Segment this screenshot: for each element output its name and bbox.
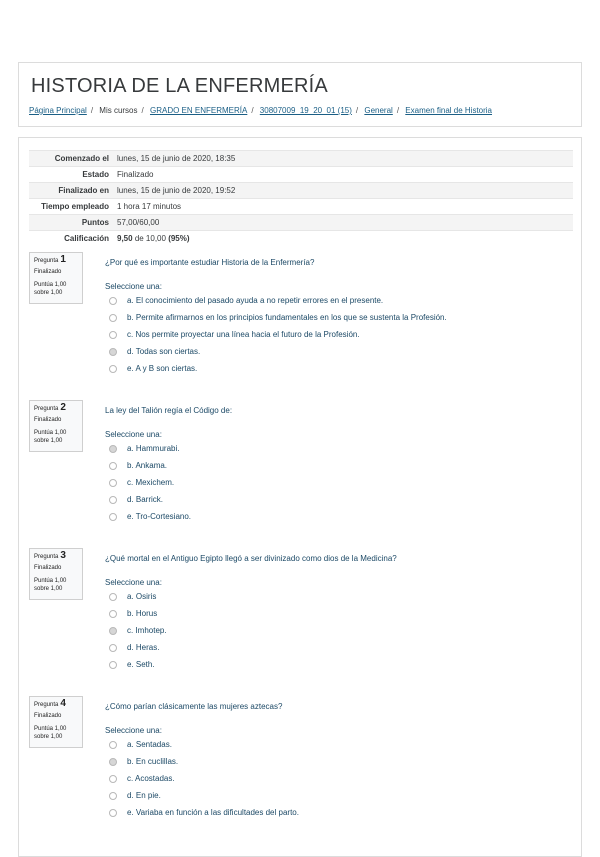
question-state: Finalizado [34,565,62,571]
question-info [29,400,83,452]
summary-label: Finalizado en [58,186,109,195]
summary-value: lunes, 15 de junio de 2020, 18:35 [117,154,236,163]
radio-button[interactable] [109,314,117,322]
question-score: Puntúa 1,00 [34,726,67,732]
radio-button[interactable] [109,445,117,453]
breadcrumb-general-link[interactable]: General [364,106,393,115]
summary-row-time [29,199,573,215]
question-score: Puntúa 1,00 [34,430,67,436]
question-label: Pregunta [34,702,59,708]
summary-label: Tiempo empleado [41,202,109,211]
radio-button[interactable] [109,348,117,356]
breadcrumb-home-link[interactable]: Página Principal [29,106,87,115]
summary-label: Estado [82,170,109,179]
radio-button[interactable] [109,462,117,470]
summary-value: 57,00/60,00 [117,218,160,227]
radio-button[interactable] [109,627,117,635]
radio-button[interactable] [109,297,117,305]
select-prompt: Seleccione una: [105,282,162,291]
question-number: 2 [60,402,66,413]
breadcrumb-degree-link[interactable]: GRADO EN ENFERMERÍA [149,106,248,115]
page-title: HISTORIA DE LA ENFERMERÍA [31,75,328,97]
quiz-review: Comenzado el lunes, 15 de junio de 2020, 18:35 Estado Finalizado Finalizado en lunes, 15 de junio de 2020, 19:52 Tiempo empleado 1 hora 17 minutos Puntos 57,00/60,00 Calificación 9,50 de 10,00 (95%) Pregunta 1 Finalizado Puntúa 1,00 sobre 1,00 ¿Por qué es importante estudiar Historia de la Enfermería? Seleccione una: a. El conocimiento del pasado ayuda a no repetir errores en el presente. b. Permite afirmarnos en los principios fundamentales en los que se sustenta la Profesión. c. Nos permite proyectar una línea hacia el futuro de la Profesión. d. Todas son ciertas. e. A y B son ciertas. Pregunta 2 Finalizado Puntúa 1,00 sobre 1,00 La ley del Talión regía el Código de: Seleccione una: a. Hammurabi. b. Ankama. c. Mexichem. d. Barrick. e. Tro-Cortesiano. Pregunta 3 Finalizado Puntúa 1,00 sobre 1,00 ¿Qué mortal en el Antiguo Egipto llegó a ser divinizado como dios de la Medicina? Seleccione una: a. Osiris b. Horus c. Imhotep. d. Heras. e. Seth. Pregunta 4 Finalizado Puntúa 1,00 sobre 1,00 ¿Cómo parían clásicamente las mujeres aztecas? Seleccione una: a. Sentadas. b. En cuclillas. c. Acostadas. d. En pie. e. Variaba en función a las dificultades del parto. [18,137,582,857]
page-header [18,62,582,127]
question-text: ¿Cómo parían clásicamente las mujeres aztecas? [105,702,283,711]
radio-button[interactable] [109,741,117,749]
question-state: Finalizado [34,713,62,719]
summary-value [115,231,573,247]
radio-button[interactable] [109,496,117,504]
radio-button[interactable] [109,661,117,669]
summary-value: lunes, 15 de junio de 2020, 19:52 [117,186,236,195]
question-score: Puntúa 1,00 [34,578,67,584]
breadcrumb-exam-link[interactable]: Examen final de Historia [405,106,493,115]
question-score: Puntúa 1,00 [34,282,67,288]
select-prompt: Seleccione una: [105,726,162,735]
grade-percent: (95%) [168,234,190,243]
question-number: 4 [60,698,66,709]
summary-label: Comenzado el [54,154,109,163]
radio-button[interactable] [109,644,117,652]
summary-row-finished [29,183,573,199]
summary-value: Finalizado [117,170,154,179]
summary-label: Calificación [64,234,109,243]
question-score-of: sobre 1,00 [34,586,63,592]
question-score-of: sobre 1,00 [34,290,63,296]
radio-button[interactable] [109,792,117,800]
question-state: Finalizado [34,417,62,423]
summary-row-grade [29,231,573,247]
radio-button[interactable] [109,610,117,618]
question-label: Pregunta [34,554,59,560]
breadcrumb-my-courses: Mis cursos [99,106,138,115]
question-info [29,696,83,748]
radio-button[interactable] [109,365,117,373]
radio-button[interactable] [109,775,117,783]
question-state: Finalizado [34,269,62,275]
attempt-summary [29,150,573,246]
question-number: 3 [60,550,66,561]
question-info [29,252,83,304]
summary-row-started [29,151,573,167]
question-info [29,548,83,600]
grade-value: 9,50 [117,234,133,243]
summary-row-state [29,167,573,183]
radio-button[interactable] [109,758,117,766]
select-prompt: Seleccione una: [105,578,162,587]
summary-label: Puntos [81,218,109,227]
radio-button[interactable] [109,479,117,487]
select-prompt: Seleccione una: [105,430,162,439]
question-text: ¿Por qué es importante estudiar Historia de la Enfermería? [105,258,315,267]
question-number: 1 [60,254,66,265]
question-text: ¿Qué mortal en el Antiguo Egipto llegó a ser divinizado como dios de la Medicina? [105,554,397,563]
question-label: Pregunta [34,406,59,412]
question-text: La ley del Talión regía el Código de: [105,406,233,415]
breadcrumb-course-link[interactable]: 30807009_19_20_01 (15) [259,106,352,115]
question-label: Pregunta [34,258,59,264]
question-score-of: sobre 1,00 [34,734,63,740]
summary-value: 1 hora 17 minutos [117,202,182,211]
radio-button[interactable] [109,809,117,817]
grade-of: de 10,00 [134,234,166,243]
radio-button[interactable] [109,513,117,521]
summary-row-points [29,215,573,231]
radio-button[interactable] [109,331,117,339]
question-score-of: sobre 1,00 [34,438,63,444]
breadcrumb: Página Principal / Mis cursos / GRADO EN ENFERMERÍA / 30807009_19_20_01 (15) / General / Examen final de Historia [29,106,493,115]
radio-button[interactable] [109,593,117,601]
